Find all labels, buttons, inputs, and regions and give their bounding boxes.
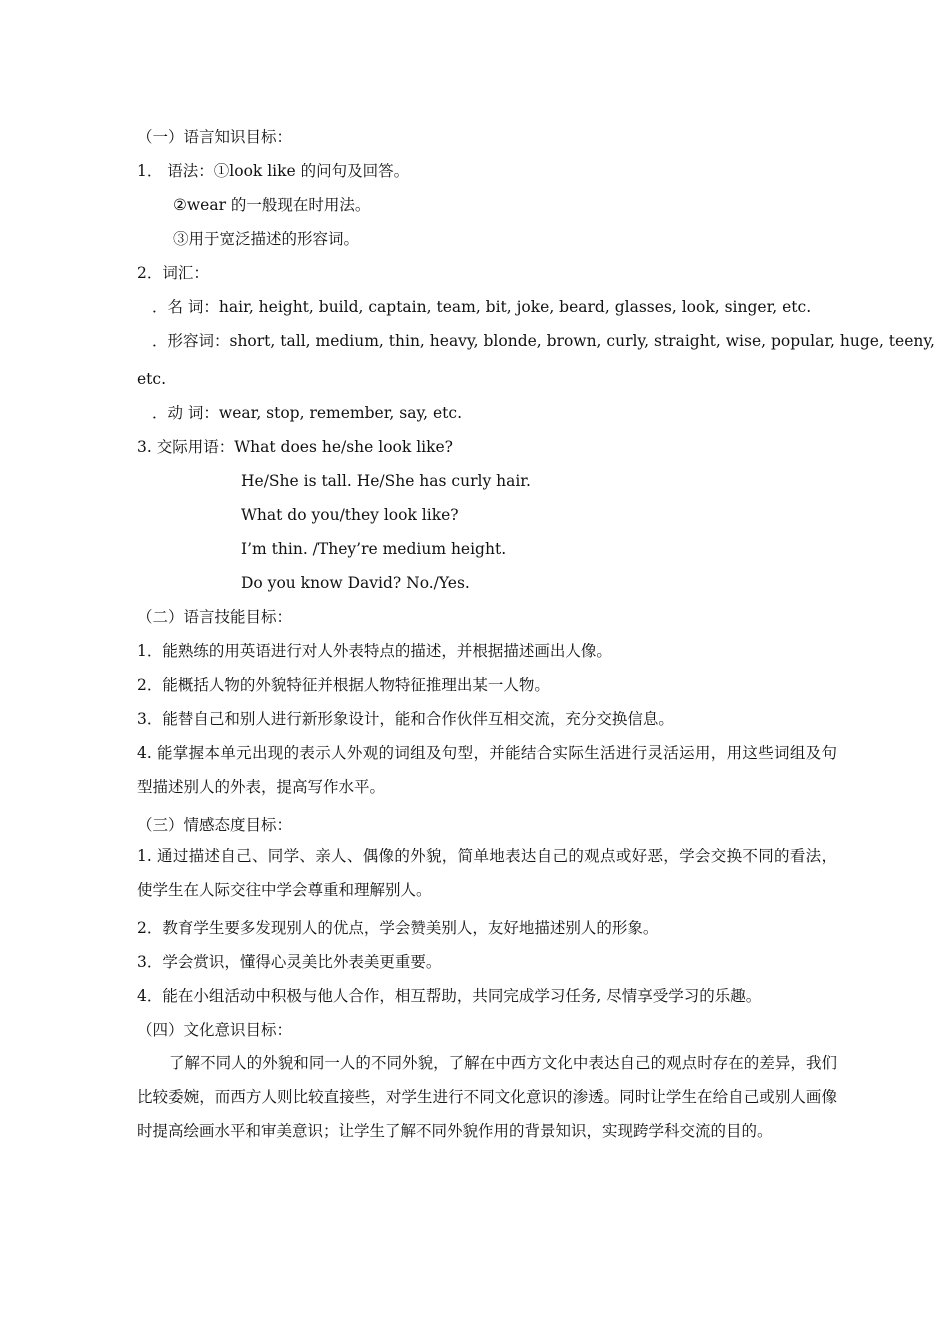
communication-line-3: What do you/they look like? bbox=[241, 506, 459, 524]
communication-line-2: He/She is tall. He/She has curly hair. bbox=[241, 472, 531, 490]
communication-line-4: I’m thin. /They’re medium height. bbox=[241, 540, 507, 558]
attitude-item-3: 3．学会赏识，懂得心灵美比外表美更重要。 bbox=[137, 953, 442, 971]
communication-line-1: 3. 交际用语：What does he/she look like? bbox=[137, 438, 453, 456]
skill-item-3: 3．能替自己和别人进行新形象设计，能和合作伙伴互相交流，充分交换信息。 bbox=[137, 710, 674, 728]
skill-item-1: 1．能熟练的用英语进行对人外表特点的描述，并根据描述画出人像。 bbox=[137, 642, 612, 660]
vocabulary-nouns: ．名 词：hair, height, build, captain, team, bit, joke, beard, glasses, look, singer, etc. bbox=[152, 298, 812, 316]
vocabulary-heading: 2．词汇： bbox=[137, 264, 209, 282]
vocabulary-adjectives: ．形容词：short, tall, medium, thin, heavy, blonde, brown, curly, straight, wise, popular, huge, teeny, bbox=[152, 332, 935, 350]
grammar-item-3: ③用于宽泛描述的形容词。 bbox=[173, 230, 360, 248]
vocabulary-adjectives-continued: etc. bbox=[137, 370, 167, 388]
grammar-item-1: 1． 语法：①look like 的问句及回答。 bbox=[137, 162, 410, 180]
skill-item-4: 4. 能掌握本单元出现的表示人外观的词组及句型，并能结合实际生活进行灵活运用，用这些词组及句型描述别人的外表，提高写作水平。 bbox=[137, 744, 837, 796]
section-3-heading: （三）情感态度目标： bbox=[137, 816, 293, 834]
grammar-item-2: ②wear 的一般现在时用法。 bbox=[173, 196, 371, 214]
vocabulary-verbs: ．动 词：wear, stop, remember, say, etc. bbox=[152, 404, 463, 422]
section-2-heading: （二）语言技能目标： bbox=[137, 608, 293, 626]
attitude-item-1: 1. 通过描述自己、同学、亲人、偶像的外貌，简单地表达自己的观点或好恶，学会交换不同的看法，使学生在人际交往中学会尊重和理解别人。 bbox=[137, 847, 837, 899]
section-1-heading: （一）语言知识目标： bbox=[137, 128, 293, 146]
section-4-heading: （四）文化意识目标： bbox=[137, 1021, 293, 1039]
skill-item-2: 2．能概括人物的外貌特征并根据人物特征推理出某一人物。 bbox=[137, 676, 550, 694]
attitude-item-2: 2．教育学生要多发现别人的优点，学会赞美别人，友好地描述别人的形象。 bbox=[137, 919, 659, 937]
culture-paragraph: 了解不同人的外貌和同一人的不同外貌，了解在中西方文化中表达自己的观点时存在的差异，我们比较委婉，而西方人则比较直接些，对学生进行不同文化意识的渗透。同时让学生在给自己或别人画像时提高绘画水平和审美意识；让学生了解不同外貌作用的背景知识，实现跨学科交流的目的。 bbox=[137, 1054, 837, 1140]
attitude-item-4: 4．能在小组活动中积极与他人合作，相互帮助，共同完成学习任务, 尽情享受学习的乐趣。 bbox=[137, 987, 762, 1005]
communication-line-5: Do you know David? No./Yes. bbox=[241, 574, 470, 592]
